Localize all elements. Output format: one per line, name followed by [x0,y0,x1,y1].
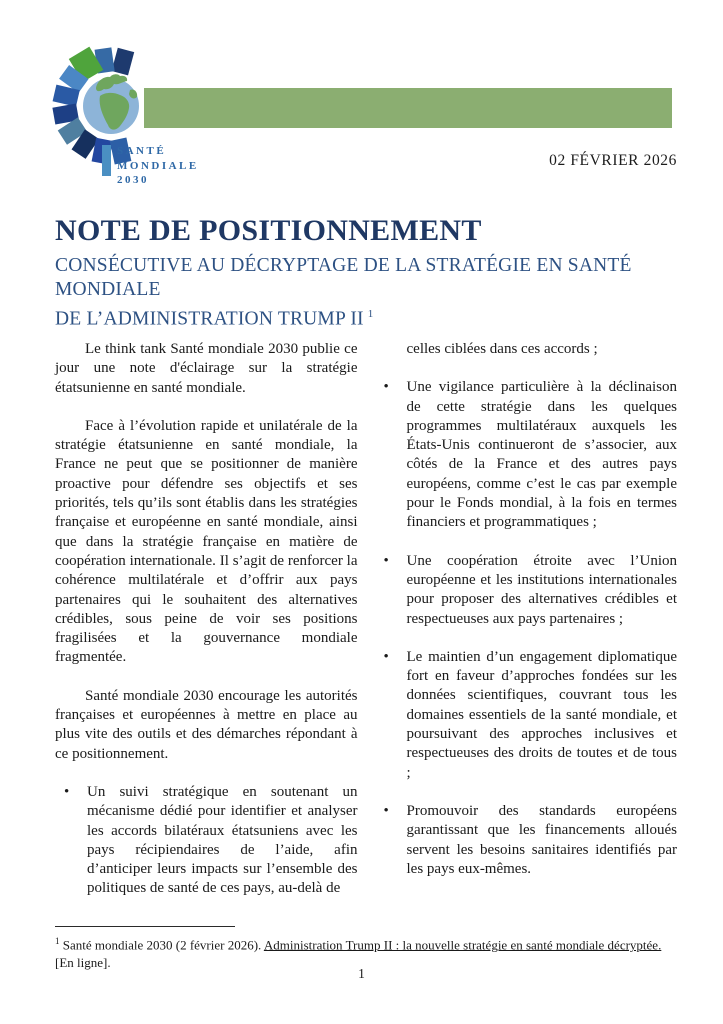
bullet-icon: • [383,802,389,819]
bullet-item-engagement [375,648,678,783]
body-columns [55,340,677,918]
document-date: 02 FÉVRIER 2026 [549,152,677,169]
header-green-band [144,88,672,128]
footnote-marker: 1 [55,936,60,946]
footnote-separator [55,926,235,927]
page-subtitle [55,254,677,332]
bullet-continuation: celles ciblées dans ces accords ; [406,341,598,357]
bullet-text: Un suivi stratégique en soutenant un mécanisme dédié pour identifier et analyser les accords bilatéraux étatsuniens avec les pays récipiendaires de l’aide, afin d’anticiper leurs impacts sur l’ensemble des politiques de santé de ces pays, au-delà de [87,783,358,897]
bullet-icon: • [64,783,70,800]
subtitle-line-1: CONSÉCUTIVE AU DÉCRYPTAGE DE LA STRATÉGIE EN SANTÉ MONDIALE [55,255,632,300]
logo-line-mondiale: MONDIALE [117,159,199,172]
bullet-text: Promouvoir des standards européens garantissant que les financements alloués servent les besoins sanitaires identifiés par les pays eux-mêmes. [406,802,677,877]
bullet-icon: • [383,648,389,665]
logo-wordmark [117,144,199,188]
footnote-reference: 1 [367,308,374,320]
footnote-suffix: [En ligne]. [55,954,111,970]
footnote-link[interactable]: Administration Trump II : la nouvelle stratégie en santé mondiale décryptée. [263,937,662,953]
bullet-icon: • [383,552,389,569]
paragraph-encouragement: Santé mondiale 2030 encourage les autorités françaises et européennes à mettre en place au plus vite des outils et des démarches répondant à ce positionnement. [55,687,358,762]
subtitle-line-2: DE L’ADMINISTRATION TRUMP II $^1$ [55,308,374,330]
bullet-text: Le maintien d’un engagement diplomatique fort en faveur d’approches fondées sur les données scientifiques, couvrant tous les domaines essentiels de la santé mondiale, et poursuivant des approches inclusives et respectueuses des droits de toutes et de tous ; [406,648,677,781]
paragraph-position: Face à l’évolution rapide et unilatérale de la stratégie étatsunienne en santé mondiale, la France ne peut que se positionner de manière proactive pour défendre ses objectifs et ses priorités, tels qu’ils sont établis dans les stratégies française et européenne en santé mondiale, ainsi que dans la stratégie française en matière de coopération internationale. Il s’agit de renforcer la cohérence multilatérale et d’offrir aux pays partenaires qui le souhaitent des alternatives crédibles, sous peine de voir ses positions fragilisées et la gouvernance mondiale fragmentée. [55,417,358,666]
paragraph-intro: Le think tank Santé mondiale 2030 publie ce jour une note d'éclairage sur la stratégie étatsunienne en santé mondiale. [55,341,358,396]
footnote-prefix: Santé mondiale 2030 (2 février 2026). [59,937,264,953]
left-column [55,340,358,918]
bullet-item-suivi [55,783,358,899]
bullet-text: Une vigilance particulière à la déclinaison de cette stratégie dans les quelques programmes multilatéraux auxquels les États-Unis continueront de s’associer, aux côtés de la France et des autres pays européens, comme c’est le cas par exemple pour le Fonds mondial, à la fois en termes financiers et programmatiques ; [406,379,677,531]
logo-line-sante: SANTÉ [117,145,167,157]
page-number: 1 [358,966,365,981]
right-column [375,340,678,918]
footnote [55,926,677,971]
bullet-item-vigilance [375,378,678,532]
logo-line-2030: 2030 [117,174,149,186]
bullet-item-cooperation [375,552,678,629]
bullet-item-standards [375,802,678,879]
bullet-text: Une coopération étroite avec l’Union européenne et les institutions internationales pour proposer des alternatives crédibles et respectueuses aux pays partenaires ; [406,552,677,627]
bullet-icon: • [383,379,389,396]
page-title: NOTE DE POSITIONNEMENT [55,214,482,247]
title-block [55,214,677,332]
